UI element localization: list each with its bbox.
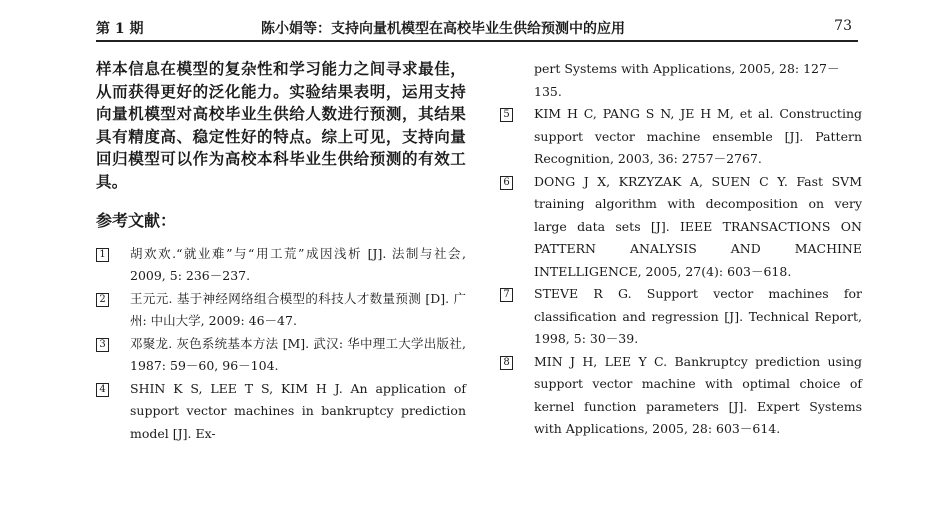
left-column (96, 58, 466, 445)
reference-item (96, 333, 466, 378)
right-column (500, 58, 862, 441)
conclusion-paragraph: 样本信息在模型的复杂性和学习能力之间寻求最佳，从而获得更好的泛化能力。实验结果表明，运用支持向量机模型对高校毕业生供给人数进行预测，其结果具有精度高、稳定性好的特点。综上可见，支持向量回归模型可以作为高校本科毕业生供给预测的有效工具。 (96, 60, 466, 191)
reference-text: MIN J H, LEE Y C. Bankruptcy prediction using support vector machine with optimal choice of kernel function parameters [J]. Expert Systems with Applications, 2005, 28: 603－614. (534, 353, 862, 436)
reference-text: STEVE R G. Support vector machines for classification and regression [J]. Technical Report, 1998, 5: 30－39. (534, 286, 862, 346)
reference-text: DONG J X, KRZYZAK A, SUEN C Y. Fast SVM training algorithm with decomposition on very large data sets [J]. IEEE TRANSACTIONS ON PATTERN ANALYSIS AND MACHINE INTELLIGENCE, 2005, 27(4): 603－618. (534, 173, 862, 279)
reference-item (96, 288, 466, 333)
reference-text: 胡欢欢.“就业难”与“用工荒”成因浅析 [J]. 法制与社会, 2009, 5: 236－237. (130, 245, 466, 284)
running-title: 陈小娟等：支持向量机模型在高校毕业生供给预测中的应用 (261, 21, 625, 37)
reference-item (500, 171, 862, 284)
reference-item (96, 378, 466, 446)
page-number: 73 (834, 18, 852, 34)
reference-item (500, 283, 862, 351)
reference-text: 邓聚龙. 灰色系统基本方法 [M]. 武汉: 华中理工大学出版社, 1987: 59－60, 96－104. (130, 335, 466, 374)
reference-number: 4 (96, 383, 109, 397)
reference-continuation: pert Systems with Applications, 2005, 28: 127－135. (534, 61, 840, 99)
reference-number: 5 (500, 108, 513, 122)
reference-number: 6 (500, 176, 513, 190)
reference-text: KIM H C, PANG S N, JE H M, et al. Constructing support vector machine ensemble [J]. Pattern Recognition, 2003, 36: 2757－2767. (534, 106, 862, 166)
running-header (96, 18, 858, 42)
references-heading: 参考文献： (96, 210, 177, 230)
reference-item (500, 103, 862, 171)
reference-text: 王元元. 基于神经网络组合模型的科技人才数量预测 [D]. 广州: 中山大学, 2009: 46－47. (130, 290, 466, 329)
reference-number: 8 (500, 356, 513, 370)
reference-item (500, 351, 862, 441)
reference-number: 2 (96, 293, 109, 307)
reference-number: 1 (96, 248, 109, 262)
reference-text: SHIN K S, LEE T S, KIM H J. An application of support vector machines in bankruptcy prediction model [J]. Ex- (130, 380, 466, 441)
reference-number: 7 (500, 288, 513, 302)
reference-item (96, 243, 466, 288)
reference-number: 3 (96, 338, 109, 352)
issue-label: 第 1 期 (96, 21, 144, 37)
